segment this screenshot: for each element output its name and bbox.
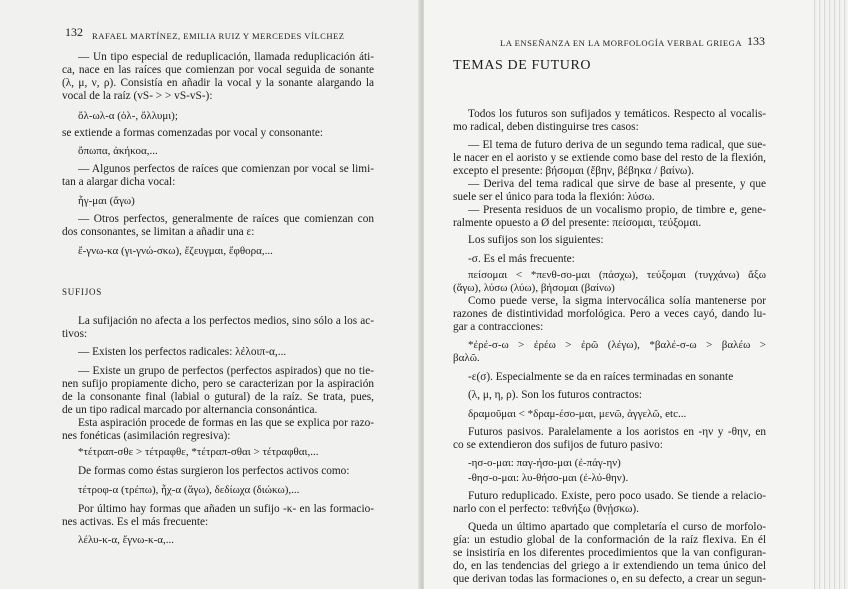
text-line: dos consonantes, se limitan a añadir una ε: [62, 226, 255, 238]
greek-example: δραμοῦμαι < *δραμ-έσο-μαι, μενῶ, ἀγγελῶ, etc... [468, 408, 687, 420]
greek-example: τέτροφ-α (τρέπω), ἦχ-α (ἄγω), δεδίωχα (διώκω),... [78, 484, 300, 496]
text-line: co se extendieron dos sufijos de futuro pasivo: [453, 439, 663, 451]
text-line: (λ, μ, ν, ρ). Consistía en añadir la vocal y la sonante alargando la [62, 77, 374, 89]
text-line: — El tema de futuro deriva de un segundo tema radical, que sue- [468, 139, 766, 151]
text-line: de la consonante final (labial o gutural) de la raíz. Se trata, pues, [62, 391, 374, 403]
text-line: vocal de la raíz (vS- > > vS-vS-): [62, 90, 213, 102]
greek-example: πείσομαι < *πενθ-σο-μαι (πάσχω), τεύξομαι (τυγχάνω) ἄξω [468, 269, 766, 281]
text-line: — Existe un grupo de perfectos (perfectos aspirados) que no tie- [78, 365, 374, 377]
text-line: Futuro reduplicado. Existe, pero poco usado. Se tiende a relacio- [468, 490, 766, 502]
text-line: suele ser el único para toda la flexión: λύσω. [453, 191, 655, 203]
text-line: nes fonéticas (asimilación regresiva): [62, 430, 231, 442]
text-line: (λ, μ, η, ρ). Son los futuros contractos: [468, 389, 642, 401]
running-header: RAFAEL MARTÍNEZ, EMILIA RUIZ Y MERCEDES VÍLCHEZ [92, 31, 345, 41]
text-line: — Otros perfectos, generalmente de raíces que comienzan con [78, 213, 374, 225]
text-line: -ε(σ). Especialmente se da en raíces terminadas en sonante [468, 371, 734, 383]
page-edge [812, 0, 848, 589]
greek-example: -ησ-ο-μαι: παγ-ήσο-μαι (ἐ-πάγ-ην) [468, 457, 621, 469]
running-header: LA ENSEÑANZA EN LA MORFOLOGÍA VERBAL GRIEGA [500, 38, 743, 48]
text-line: tan a alargar dicha vocal: [62, 176, 176, 188]
left-page [0, 0, 420, 589]
greek-example: *ἐρέ-σ-ω > ἐρέω > ἐρῶ (λέγω), *βαλέ-σ-ω > βαλέω > [468, 339, 766, 351]
text-line: ca, nace en las raíces que comienzan por vocal seguida de sonante [62, 64, 374, 76]
greek-example: *τέτραπ-σθε > τέτραφθε, *τέτραπ-σθαι > τέτραφθαι,... [78, 446, 319, 458]
text-line: Como puede verse, la sigma intervocálica solía mantenerse por [468, 295, 766, 307]
text-line: se extiende a formas comenzadas por vocal y consonante: [62, 127, 323, 139]
right-page [424, 0, 848, 589]
text-line: razones de distintividad morfológica. Pero a veces cayó, dando lu- [453, 308, 766, 320]
text-line: nes activas. Es el más frecuente: [62, 516, 209, 528]
text-line: narlo con el perfecto: τεθνήξω (θνῄσκω). [453, 503, 640, 515]
text-line: nen sufijo propiamente dicho, pero se caracterizan por la aspiración [62, 378, 374, 390]
text-line: Por último hay formas que añaden un sufijo -κ- en las formacio- [78, 503, 374, 515]
section-heading: SUFIJOS [62, 287, 103, 297]
greek-example: ἔ-γνω-κα (γι-γνώ-σκω), ἔζευγμαι, ἔφθορα,... [78, 245, 273, 257]
text-line: Los sufijos son los siguientes: [468, 234, 604, 246]
text-line: Queda un último apartado que completaría el curso de morfolo- [468, 521, 766, 533]
text-line: le nacer en el aoristo y se extiende como base del resto de la flexión, [453, 152, 766, 164]
text-line: Futuros pasivos. Paralelamente a los aoristos en -ην y -θην, en [468, 426, 766, 438]
text-line: La sufijación no afecta a los perfectos medios, sino sólo a los ac- [78, 315, 374, 327]
text-line: gar a contracciones: [453, 321, 544, 333]
text-line: que derivan todas las formaciones o, en su defecto, a crear un segun- [453, 573, 766, 585]
page-number: 132 [65, 25, 83, 39]
text-line: — Un tipo especial de reduplicación, llamada reduplicación áti- [78, 51, 374, 63]
text-line: do, en las tendencias del griego a ir extendiendo un tema único del [453, 560, 766, 572]
greek-example: λέλυ-κ-α, ἔγνω-κ-α,... [78, 534, 174, 546]
greek-example: ὄπωπα, ἀκήκοα,... [78, 145, 158, 157]
section-title: TEMAS DE FUTURO [453, 58, 592, 73]
text-line: — Existen los perfectos radicales: λέλοιπ-α,... [78, 346, 287, 358]
greek-example: -θησ-ο-μαι: λυ-θήσο-μαι (ἐ-λύ-θην). [468, 472, 629, 484]
greek-example: ἦγ-μαι (ἄγω) [78, 195, 135, 207]
text-line: — Deriva del tema radical que sirve de base al presente, y que [468, 178, 766, 190]
text-line: ralmente opuesto a Ø del presente: πείσομαι, τεύξομαι. [453, 217, 702, 229]
greek-example: βαλῶ. [453, 352, 480, 364]
text-line: Todos los futuros son sufijados y temáticos. Respecto al vocalis- [468, 108, 766, 120]
page-number: 133 [747, 34, 765, 48]
text-line: tivos: [62, 328, 88, 340]
greek-example: ὄλ-ωλ-α (ὀλ-, ὄλλυμι); [78, 110, 178, 122]
text-line: de un tipo radical marcado por alternancia consonántica. [62, 404, 318, 416]
text-line: gía: un estudio global de la conformación de la raíz flexiva. En él [453, 534, 766, 546]
greek-example: (ἄγω), λύσω (λύω), βήσομαι (βαίνω) [453, 282, 615, 294]
text-line: excepto el presente: βήσομαι (ἔβην, βέβηκα / βαίνω). [453, 165, 694, 177]
text-line: — Algunos perfectos de raíces que comienzan por vocal se limi- [78, 163, 374, 175]
text-line: Esta aspiración procede de formas en las que se explica por razo- [78, 417, 374, 429]
text-line: -σ. Es el más frecuente: [468, 253, 575, 265]
text-line: — Presenta residuos de un vocalismo propio, de timbre e, gene- [468, 204, 766, 216]
text-line: mo radical, deben distinguirse tres casos: [453, 121, 639, 133]
text-line: se insistiría en los diferentes procedimientos que la van configuran- [453, 547, 766, 559]
text-line: De formas como éstas surgieron los perfectos activos como: [78, 465, 350, 477]
